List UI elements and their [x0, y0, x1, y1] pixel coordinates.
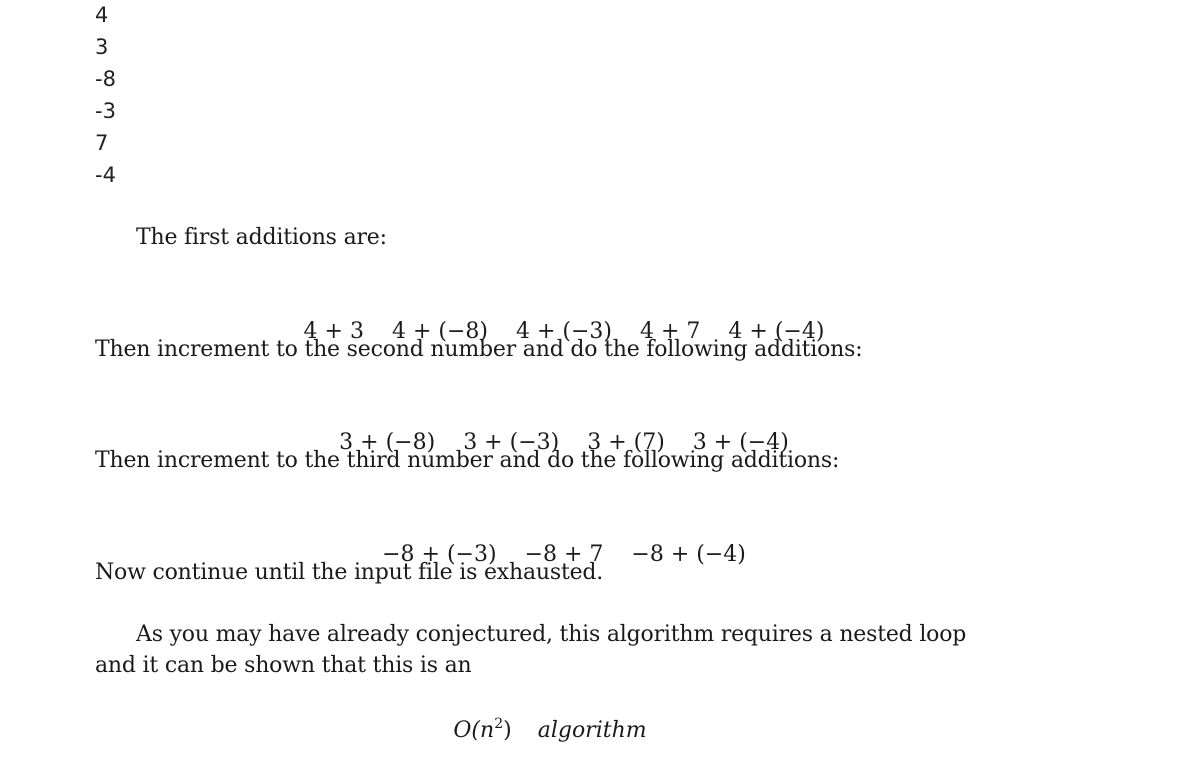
input-number: -8 [95, 67, 116, 91]
increment-second-text: Then increment to the second number and do the following additions: [95, 337, 863, 362]
conjecture-text-line2: and it can be shown that this is an [95, 653, 472, 678]
big-o-close: ) [503, 718, 512, 743]
equation-term: −8 + (−4) [631, 542, 746, 567]
equation-term: −8 + 7 [524, 542, 604, 567]
equation-term: 4 + (−4) [728, 319, 825, 344]
equation-term: −8 + (−3) [382, 542, 497, 567]
equation-term: 4 + (−8) [391, 319, 488, 344]
equation-term: 4 + 3 [303, 319, 364, 344]
equation-term: 4 + 7 [640, 319, 701, 344]
algorithm-word: algorithm [537, 718, 647, 743]
input-number: 4 [95, 3, 109, 27]
equation-term: 3 + (−4) [692, 430, 789, 455]
conjecture-text-line1: As you may have already conjectured, this algorithm requires a nested loop [136, 622, 967, 647]
input-number: -3 [95, 99, 116, 123]
intro-text: The first additions are: [136, 225, 387, 250]
equation-term: 3 + (−3) [463, 430, 560, 455]
equation-term: 4 + (−3) [515, 319, 612, 344]
complexity-formula [0, 709, 1100, 746]
big-o-notation [453, 718, 511, 743]
continue-text: Now continue until the input file is exhausted. [95, 560, 604, 585]
equation-term: 3 + (7) [587, 430, 665, 455]
equation-term: 3 + (−8) [339, 430, 436, 455]
big-o-exponent: 2 [494, 716, 504, 732]
big-o-base: O(n [453, 718, 495, 743]
input-number: 7 [95, 131, 109, 155]
increment-third-text: Then increment to the third number and do the following additions: [95, 448, 840, 473]
input-number: 3 [95, 35, 109, 59]
input-number: -4 [95, 163, 116, 187]
